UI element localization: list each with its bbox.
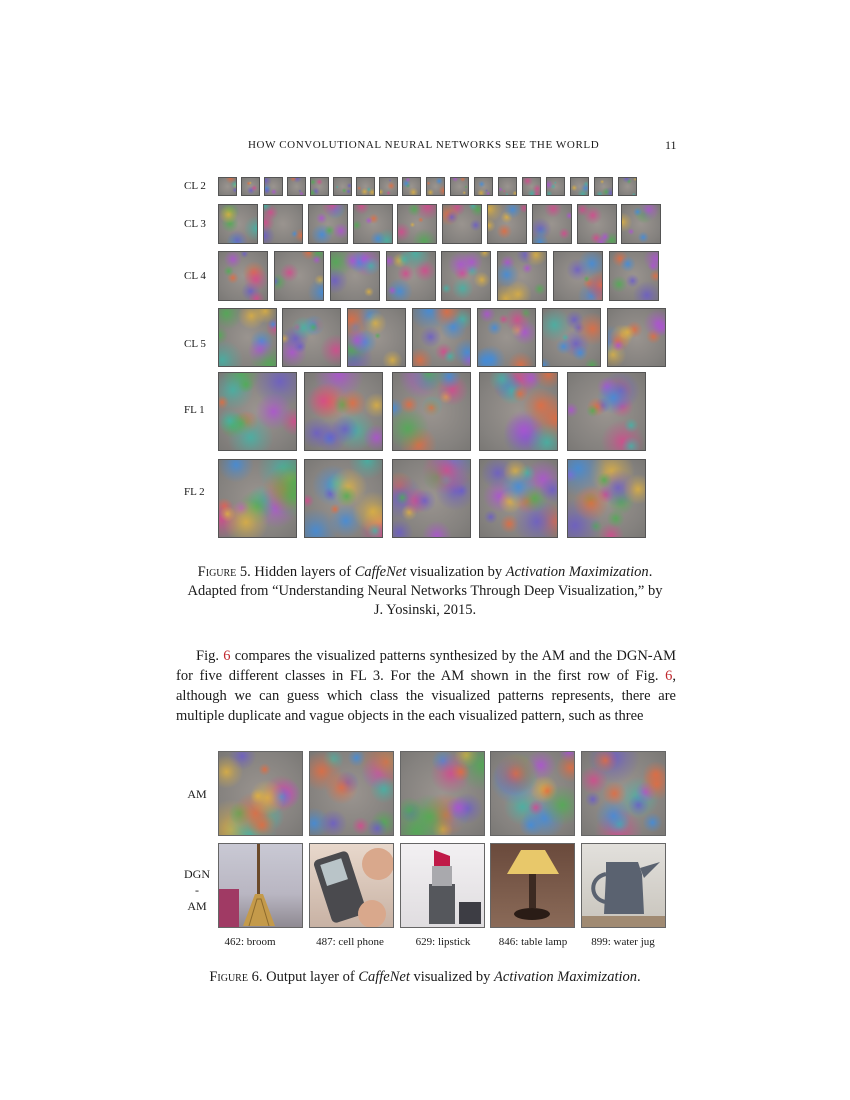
visualization-tile	[241, 177, 260, 196]
visualization-tile	[479, 372, 558, 451]
caption-text: .	[637, 969, 641, 985]
visualization-tile	[546, 177, 565, 196]
visualization-tile	[441, 251, 491, 301]
visualization-tile	[426, 177, 445, 196]
body-paragraph	[176, 646, 676, 726]
visualization-tile	[397, 204, 437, 244]
figure-5-label: Figure 5.	[197, 564, 251, 580]
visualization-tile	[274, 251, 324, 301]
caption-text: visualized by	[409, 969, 495, 985]
am-visualization-tile	[309, 751, 394, 836]
row-label-fl2: FL 2	[184, 486, 205, 498]
caption-text: Output layer of	[266, 969, 359, 985]
visualization-tile	[477, 308, 536, 367]
visualization-tile	[474, 177, 493, 196]
visualization-tile	[392, 459, 471, 538]
visualization-tile	[218, 459, 297, 538]
visualization-tile	[347, 308, 406, 367]
visualization-tile	[392, 372, 471, 451]
figure-reference-link[interactable]: 6	[665, 668, 673, 684]
visualization-tile	[542, 308, 601, 367]
visualization-tile	[442, 204, 482, 244]
visualization-tile	[379, 177, 398, 196]
visualization-tile	[218, 204, 258, 244]
visualization-tile	[577, 204, 617, 244]
caption-italic: Activation Maximization	[505, 564, 649, 580]
visualization-tile	[308, 204, 348, 244]
caption-italic: CaffeNet	[358, 969, 410, 985]
visualization-tile	[263, 204, 303, 244]
visualization-tile	[287, 177, 306, 196]
paragraph-text: compares the visualized patterns synthesized by the AM and the DGN-AM for five different classes in FL 3. For the AM shown in the first row of Fig.	[176, 648, 676, 684]
visualization-tile	[567, 459, 646, 538]
visualization-tile	[553, 251, 603, 301]
figure-5-caption	[150, 563, 700, 620]
class-label: 462: broom	[224, 936, 276, 948]
am-visualization-tile	[490, 751, 575, 836]
caption-line-2: Adapted from “Understanding Neural Networks Through Deep Visualization,” by	[187, 583, 663, 599]
class-label: 629: lipstick	[415, 936, 471, 948]
page-number: 11	[665, 138, 677, 152]
visualization-tile	[412, 308, 471, 367]
visualization-tile	[304, 372, 383, 451]
visualization-tile	[304, 459, 383, 538]
visualization-tile	[218, 372, 297, 451]
visualization-tile	[402, 177, 421, 196]
caption-text: visualization by	[406, 564, 506, 580]
cell-phone-image	[309, 843, 394, 928]
visualization-tile	[522, 177, 541, 196]
am-visualization-tile	[218, 751, 303, 836]
visualization-tile	[498, 177, 517, 196]
class-label: 846: table lamp	[498, 936, 568, 948]
visualization-tile	[607, 308, 666, 367]
visualization-tile	[333, 177, 352, 196]
visualization-tile	[532, 204, 572, 244]
caption-italic: CaffeNet	[354, 564, 407, 580]
visualization-tile	[218, 308, 277, 367]
water-jug-image	[581, 843, 666, 928]
row-label-cl3: CL 3	[184, 218, 206, 230]
visualization-tile	[282, 308, 341, 367]
row-label-fl1: FL 1	[184, 404, 205, 416]
row-label-dgn-am: DGN - AM	[184, 867, 210, 913]
visualization-tile	[479, 459, 558, 538]
visualization-tile	[218, 177, 237, 196]
visualization-tile	[450, 177, 469, 196]
visualization-tile	[264, 177, 283, 196]
table-lamp-image	[490, 843, 575, 928]
visualization-tile	[487, 204, 527, 244]
figure-6-caption	[150, 968, 700, 987]
visualization-tile	[609, 251, 659, 301]
visualization-tile	[567, 372, 646, 451]
row-label-am: AM	[187, 787, 207, 801]
running-header: HOW CONVOLUTIONAL NEURAL NETWORKS SEE THE WORLD	[248, 139, 600, 151]
visualization-tile	[497, 251, 547, 301]
figure-reference-link[interactable]: 6	[223, 648, 231, 664]
caption-text: Hidden layers of	[254, 564, 355, 580]
row-label-cl2: CL 2	[184, 180, 206, 192]
visualization-tile	[353, 204, 393, 244]
visualization-tile	[310, 177, 329, 196]
caption-italic: Activation Maximization	[494, 969, 638, 985]
row-label-cl5: CL 5	[184, 338, 206, 350]
class-label: 487: cell phone	[316, 936, 384, 948]
visualization-tile	[570, 177, 589, 196]
caption-line-3: J. Yosinski, 2015.	[373, 602, 477, 618]
visualization-tile	[386, 251, 436, 301]
visualization-tile	[330, 251, 380, 301]
class-label: 899: water jug	[591, 936, 655, 948]
figure-6-label: Figure 6.	[209, 969, 263, 985]
am-visualization-tile	[400, 751, 485, 836]
paragraph-text: Fig.	[196, 648, 224, 664]
visualization-tile	[356, 177, 375, 196]
caption-text: .	[648, 564, 653, 580]
visualization-tile	[621, 204, 661, 244]
visualization-tile	[218, 251, 268, 301]
row-label-cl4: CL 4	[184, 270, 206, 282]
broom-image	[218, 843, 303, 928]
am-visualization-tile	[581, 751, 666, 836]
visualization-tile	[618, 177, 637, 196]
visualization-tile	[594, 177, 613, 196]
lipstick-image	[400, 843, 485, 928]
paragraph-text: , although we can guess which class the visualized patterns represents, there are multiple duplicate and vague objects in the each visualized pattern, such as three	[176, 668, 676, 724]
